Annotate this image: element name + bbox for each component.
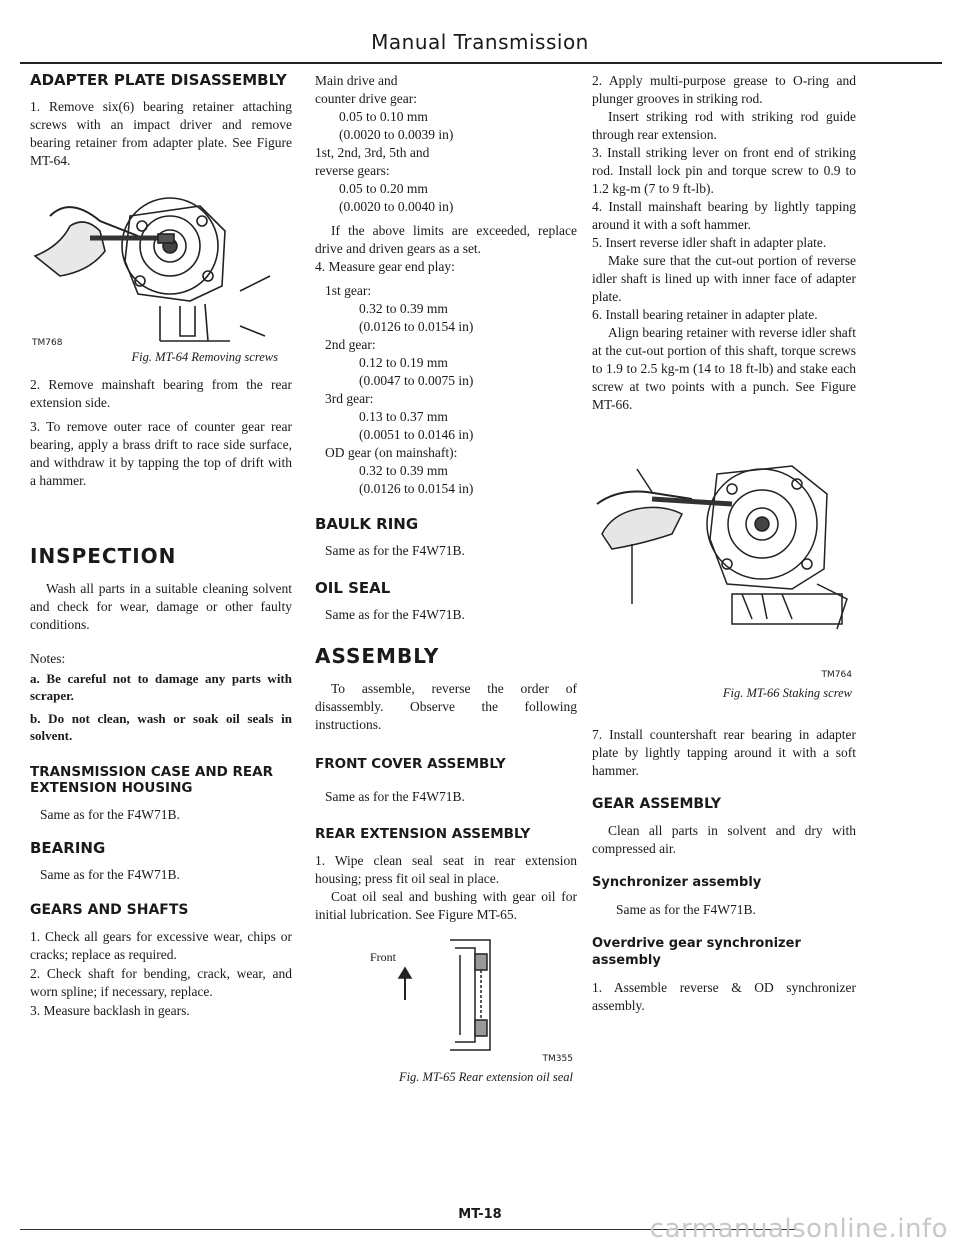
figure-mt-64 [30,176,292,366]
gear-assembly-text: Clean all parts in solvent and dry with compressed air. [592,823,856,856]
adapter-step-1: 1. Remove six(6) bearing retainer attaching screws with an impact driver and remove bearing retainer from adapter plate. See Figure MT-64. [30,99,292,168]
figure-mt-66 [592,444,856,704]
gear1-in: (0.0126 to 0.0154 in) [359,319,474,334]
exceed-text: If the above limits are exceeded, replace drive and driven gears as a set. [315,223,577,256]
step-5-idler: 5. Insert reverse idler shaft in adapter plate. [592,235,827,250]
counter-drive-label: counter drive gear: [315,91,417,106]
figure-mt-65 [315,930,577,1084]
rear-step-1b: Coat oil seal and bushing with gear oil for initial lubrication. See Figure MT-65. [315,889,577,922]
step-3-lever: 3. Install striking lever on front end of striking rod. Install lock pin and torque screw to 0.9 to 1.2 kg-m (7 to 9 ft-lb). [592,145,856,196]
step-2-insert: Insert striking rod with striking rod guide through rear extension. [592,109,856,142]
reverse-gears-in: (0.0020 to 0.0040 in) [339,199,454,214]
front-cover-text: Same as for the F4W71B. [325,789,465,804]
heading-gears-and-shafts: GEARS AND SHAFTS [30,902,189,918]
bearing-text: Same as for the F4W71B. [40,867,180,882]
gears-step-2: 2. Check shaft for bending, crack, wear, and worn spline; if necessary, replace. [30,966,292,999]
fig64-caption: Fig. MT-64 Removing screws [131,350,278,364]
rear-step-1: 1. Wipe clean seal seat in rear extension housing; press fit oil seal in place. [315,853,577,886]
case-text: Same as for the F4W71B. [40,807,180,822]
heading-synchronizer-assembly: Synchronizer assembly [592,875,762,890]
fig65-caption: Fig. MT-65 Rear extension oil seal [398,1070,573,1084]
synchronizer-text: Same as for the F4W71B. [616,902,756,917]
step-4: 4. Measure gear end play: [315,259,455,274]
column-right [592,72,856,1021]
heading-front-cover-assembly: FRONT COVER ASSEMBLY [315,756,506,772]
heading-bearing: BEARING [30,839,106,857]
note-b: b. Do not clean, wash or soak oil seals in solvent. [30,711,292,743]
heading-rear-extension-assembly: REAR EXTENSION ASSEMBLY [315,826,531,842]
gears-step-3: 3. Measure backlash in gears. [30,1003,190,1018]
removing-screws-illustration [30,176,292,351]
fig65-front-label: Front [370,950,397,964]
od-gear-mm: 0.32 to 0.39 mm [359,463,448,478]
main-drive-label: Main drive and [315,73,398,88]
assembly-text: To assemble, reverse the order of disassembly. Observe the following instructions. [315,681,577,732]
adapter-step-3: 3. To remove outer race of counter gear rear bearing, apply a brass drift to race side surface, and withdraw it by tapping the top of drift with a hammer. [30,419,292,488]
reverse-gears-mm: 0.05 to 0.20 mm [339,181,428,196]
heading-inspection: INSPECTION [30,544,177,568]
gear3-in: (0.0051 to 0.0146 in) [359,427,474,442]
gears-list-label: 1st, 2nd, 3rd, 5th and [315,145,430,160]
step-2-grease: 2. Apply multi-purpose grease to O-ring and plunger grooves in striking rod. [592,73,856,106]
reverse-gears-label: reverse gears: [315,163,390,178]
fig65-tm-code: TM355 [542,1054,573,1064]
heading-oil-seal: OIL SEAL [315,579,391,597]
staking-screw-illustration [592,444,856,644]
step-5-cutout: Make sure that the cut-out portion of reverse idler shaft is lined up with inner face of adapter plate. [592,253,856,304]
column-left [30,72,292,1026]
oil-seal-illustration [315,930,577,1060]
step-6-align: Align bearing retainer with reverse idler shaft at the cut-out portion of this shaft, torque screws to 1.9 to 2.5 kg-m (14 to 18 ft-lb) and stake each screw at two points with a punch. See Figure MT-66. [592,325,856,412]
heading-transmission-case: TRANSMISSION CASE AND REAR EXTENSION HOUSING [30,764,273,796]
header-rule [20,62,942,64]
heading-gear-assembly: GEAR ASSEMBLY [592,796,721,812]
heading-overdrive-synchronizer: Overdrive gear synchronizer assembly [592,936,801,968]
page-header-title: Manual Transmission [371,30,589,54]
step-6-retainer: 6. Install bearing retainer in adapter plate. [592,307,818,322]
page-number: MT-18 [458,1207,502,1222]
fig64-tm-code: TM768 [32,338,63,348]
gear1-label: 1st gear: [325,283,372,298]
od-sync-step-1: 1. Assemble reverse & OD synchronizer assembly. [592,980,856,1013]
inspection-text: Wash all parts in a suitable cleaning solvent and check for wear, damage or other faulty conditions. [30,581,292,632]
main-drive-in: (0.0020 to 0.0039 in) [339,127,454,142]
fig66-caption: Fig. MT-66 Staking screw [722,686,852,700]
gear2-mm: 0.12 to 0.19 mm [359,355,448,370]
heading-baulk-ring: BAULK RING [315,515,419,533]
gear3-mm: 0.13 to 0.37 mm [359,409,448,424]
gear2-label: 2nd gear: [325,337,376,352]
gear2-in: (0.0047 to 0.0075 in) [359,373,474,388]
oil-seal-text: Same as for the F4W71B. [325,607,465,622]
step-4-bearing: 4. Install mainshaft bearing by lightly tapping around it with a soft hammer. [592,199,856,232]
step-7-countershaft: 7. Install countershaft rear bearing in adapter plate by lightly tapping around it with a soft hammer. [592,727,856,778]
main-drive-mm: 0.05 to 0.10 mm [339,109,428,124]
heading-adapter-plate-disassembly: ADAPTER PLATE DISASSEMBLY [30,71,287,89]
od-gear-label: OD gear (on mainshaft): [325,445,458,460]
gears-step-1: 1. Check all gears for excessive wear, chips or cracks; replace as required. [30,929,292,962]
note-a: a. Be careful not to damage any parts with scraper. [30,671,292,703]
column-middle [315,72,577,1084]
adapter-step-2: 2. Remove mainshaft bearing from the rear extension side. [30,377,292,410]
gear3-label: 3rd gear: [325,391,374,406]
watermark: carmanualsonline.info [649,1214,948,1244]
baulk-text: Same as for the F4W71B. [325,543,465,558]
od-gear-in: (0.0126 to 0.0154 in) [359,481,474,496]
gear1-mm: 0.32 to 0.39 mm [359,301,448,316]
heading-assembly: ASSEMBLY [315,644,440,668]
fig66-tm-code: TM764 [821,670,852,680]
notes-label: Notes: [30,651,66,666]
